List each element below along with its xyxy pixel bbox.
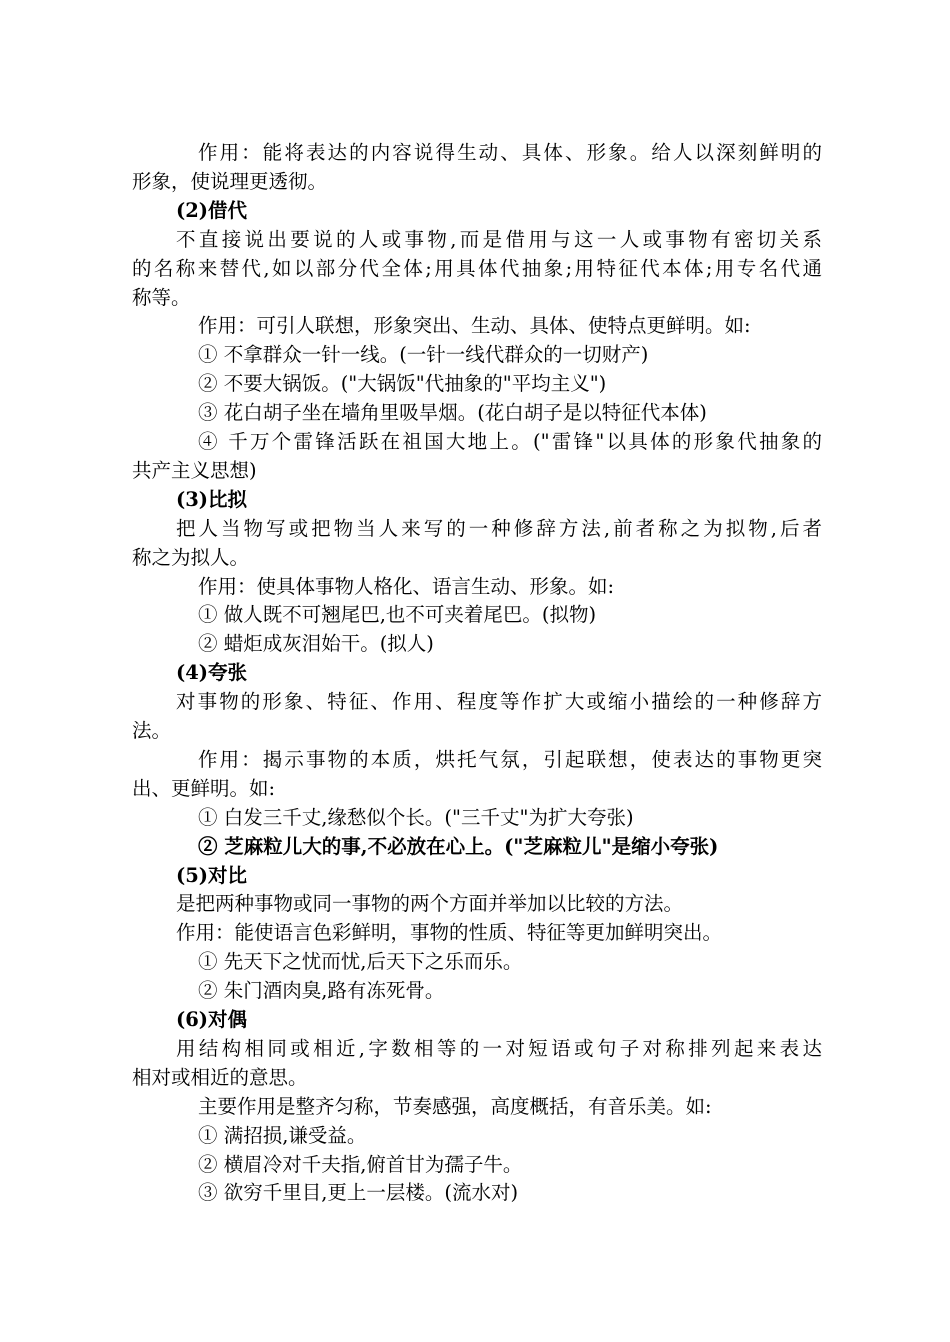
text-line: 作用：可引人联想，形象突出、生动、具体、使特点更鲜明。如: (198, 314, 751, 338)
text-line: 法。 (132, 719, 172, 742)
section-heading: (5)对比 (176, 863, 248, 887)
text-line: ② 芝麻粒儿大的事,不必放在心上。("芝麻粒儿"是缩小夸张) (198, 834, 719, 858)
section-heading: (3)比拟 (176, 487, 248, 511)
text-line: ① 白发三千丈,缘愁似个长。("三千丈"为扩大夸张) (198, 805, 634, 829)
text-line: 把人当物写或把物当人来写的一种修辞方法,前者称之为拟物,后者 (176, 516, 822, 540)
text-line: ② 不要大锅饭。("大锅饭"代抽象的"平均主义") (198, 372, 607, 396)
text-line: ① 先天下之忧而忧,后天下之乐而乐。 (198, 950, 523, 974)
text-line: 作用：能使语言色彩鲜明，事物的性质、特征等更加鲜明突出。 (176, 921, 723, 945)
text-line: 称之为拟人。 (132, 545, 250, 569)
text-line: 主要作用是整齐匀称，节奏感强，高度概括，有音乐美。如: (198, 1094, 712, 1118)
section-heading: (2)借代 (176, 198, 248, 222)
text-line: 不直接说出要说的人或事物,而是借用与这一人或事物有密切关系 (176, 227, 822, 251)
text-line: 作用：揭示事物的本质，烘托气氛，引起联想，使表达的事物更突 (198, 747, 822, 771)
text-line: ③ 花白胡子坐在墙角里吸旱烟。(花白胡子是以特征代本体) (198, 401, 707, 425)
text-line: ③ 欲穷千里目,更上一层楼。(流水对) (198, 1181, 519, 1205)
section-heading: (6)对偶 (176, 1008, 248, 1031)
text-line: ② 横眉冷对千夫指,俯首甘为孺子牛。 (198, 1152, 523, 1176)
text-line: ② 朱门酒肉臭,路有冻死骨。 (198, 979, 445, 1003)
text-line: 出、更鲜明。如: (132, 776, 276, 800)
text-line: 是把两种事物或同一事物的两个方面并举加以比较的方法。 (176, 892, 684, 916)
text-line: ① 做人既不可翘尾巴,也不可夹着尾巴。(拟物) (198, 603, 597, 627)
text-line: 形象，使说理更透彻。 (132, 169, 328, 193)
text-line: ② 蜡炬成灰泪始干。(拟人) (198, 632, 434, 656)
text-line: 作用：能将表达的内容说得生动、具体、形象。给人以深刻鲜明的 (198, 141, 822, 164)
section-heading: (4)夸张 (176, 661, 248, 685)
text-line: 相对或相近的意思。 (132, 1065, 308, 1089)
text-line: ① 满招损,谦受益。 (198, 1123, 367, 1147)
text-line: 的名称来替代,如以部分代全体;用具体代抽象;用特征代本体;用专名代通 (132, 256, 822, 280)
text-line: 用结构相同或相近,字数相等的一对短语或句子对称排列起来表达 (176, 1036, 822, 1060)
text-line: ① 不拿群众一针一线。(一针一线代群众的一切财产) (198, 343, 649, 367)
text-line: 称等。 (132, 285, 191, 309)
text-line: 作用：使具体事物人格化、语言生动、形象。如: (198, 574, 615, 598)
text-line: 对事物的形象、特征、作用、程度等作扩大或缩小描绘的一种修辞方 (176, 690, 822, 714)
text-line: ④ 千万个雷锋活跃在祖国大地上。("雷锋"以具体的形象代抽象的 (198, 430, 822, 453)
text-line: 共产主义思想) (132, 458, 257, 482)
